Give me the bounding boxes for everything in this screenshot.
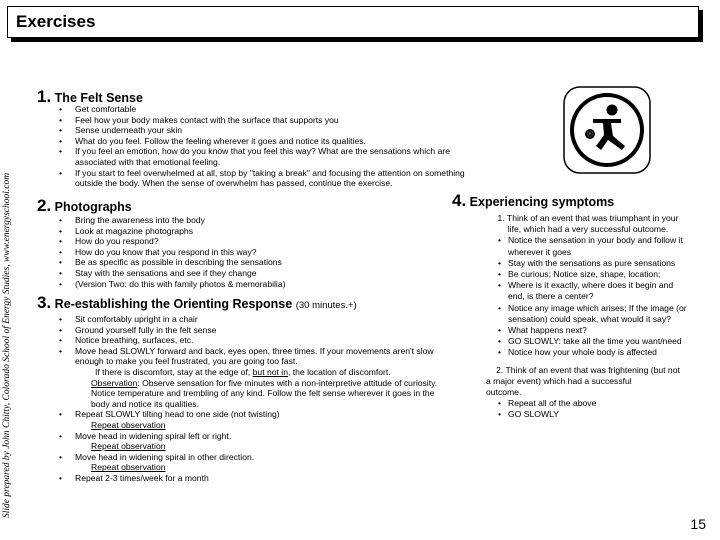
list-item: • Be as specific as possible in describing the sensations <box>59 257 459 268</box>
list-item: • Notice breathing, surfaces, etc. <box>59 335 459 346</box>
title-bar <box>7 6 699 38</box>
section-4-body <box>472 213 704 421</box>
repeat-observation: Repeat observation <box>91 419 166 430</box>
part-1-line: 1. Think of an event that was triumphant in your <box>497 213 679 223</box>
list-item: • Be curious; Notice size, shape, location; <box>498 269 688 280</box>
repeat-observation: Repeat observation <box>91 462 166 473</box>
list-item: • Sense underneath your skin <box>59 125 467 136</box>
section-3-list <box>59 314 459 484</box>
section-1-list <box>59 104 467 189</box>
list-item: • If you start to feel overwhelmed at all, stop by "taking a break" and focusing the attention on something outside the body. When the sense of overwhelm has passed, continue the exercise. <box>59 168 467 189</box>
section-2-heading: 2. Photographs <box>37 196 132 215</box>
list-item: • Ground yourself fully in the felt sense <box>59 325 459 336</box>
list-item: • Stay with the sensations as pure sensations <box>498 258 688 269</box>
list-item: • Move head in widening spiral left or right. Repeat observation <box>59 431 459 452</box>
list-item: • Repeat 2-3 times/week for a month <box>59 473 459 484</box>
list-item: • What do you feel. Follow the feeling wherever it goes and notice its qualities. <box>59 136 467 147</box>
list-item: • Look at magazine photographs <box>59 226 459 237</box>
discomfort-note: If there is discomfort, stay at the edge of, but not in, the location of discomfort. <box>95 366 391 377</box>
exercise-figure-icon <box>563 86 651 174</box>
list-item: • If you feel an emotion, how do you know that you feel this way? What are the sensations which are associated with that emotional feeling. <box>59 146 467 167</box>
part-2-line: outcome. <box>486 387 522 398</box>
list-item: • (Version Two: do this with family photos & memorabilia) <box>59 279 459 290</box>
section-2-list <box>59 215 459 289</box>
list-item: • How do you respond? <box>59 236 459 247</box>
list-item: • Sit comfortably upright in a chair <box>59 314 459 325</box>
list-item: • GO SLOWLY <box>498 409 688 420</box>
list-item: • Repeat all of the above <box>498 398 688 409</box>
list-item-text: Move head SLOWLY forward and back, eyes open, three times. If your movements aren't slow enough to make you feel frustrated, you are going too fast. <box>75 345 434 367</box>
part-2-line: a major event) which had a successful <box>486 375 632 386</box>
list-item: • Bring the awareness into the body <box>59 215 459 226</box>
list-item: • GO SLOWLY: take all the time you want/need <box>498 336 688 347</box>
section-1-heading: 1. The Felt Sense <box>37 87 143 106</box>
list-item <box>59 346 459 410</box>
list-item: • Stay with the sensations and see if they change <box>59 268 459 279</box>
list-item: • Notice how your whole body is affected <box>498 347 688 358</box>
section-3-heading: 3. Re-establishing the Orienting Response (30 minutes.+) <box>37 293 357 312</box>
part-1-list <box>472 235 704 358</box>
list-item: • Notice any image which arises; If the image (or sensation) could speak, what would it say? <box>498 303 688 325</box>
list-item: • What happens next? <box>498 325 688 336</box>
page-number: 15 <box>690 516 706 532</box>
list-item: • How do you know that you respond in this way? <box>59 247 459 258</box>
list-item: • Move head in widening spiral in other direction. Repeat observation <box>59 452 459 473</box>
observation-note: Observation: Observe sensation for five minutes with a non-interpretive attitude of curiosity. Notice temperature and trembling of any kind. Follow the felt sense wherever it goes in the body and notice its qualities. <box>91 377 438 409</box>
sidebar-credit: Slide prepared by John Chitty, Colorado School of Energy Studies, www.energyschool.com <box>2 172 12 518</box>
part-2-list <box>472 398 704 420</box>
list-item: • Repeat SLOWLY tilting head to one side (not twisting) Repeat observation <box>59 409 459 430</box>
section-4-heading: 4. Experiencing symptoms <box>452 191 615 210</box>
page-title: Exercises <box>16 12 96 31</box>
svg-text:ⓢ: ⓢ <box>586 132 594 138</box>
part-1-line: life, which had a very successful outcome. <box>507 224 669 235</box>
list-item: • Where is it exactly, where does it begin and end, is there a center? <box>498 280 688 302</box>
list-item: • Feel how your body makes contact with the surface that supports you <box>59 115 467 126</box>
part-2-line: 2. Think of an event that was frightening (but not <box>496 364 680 375</box>
repeat-observation: Repeat observation <box>91 441 166 452</box>
list-item: • Notice the sensation in your body and follow it wherever it goes <box>498 235 688 257</box>
list-item: • Get comfortable <box>59 104 467 115</box>
